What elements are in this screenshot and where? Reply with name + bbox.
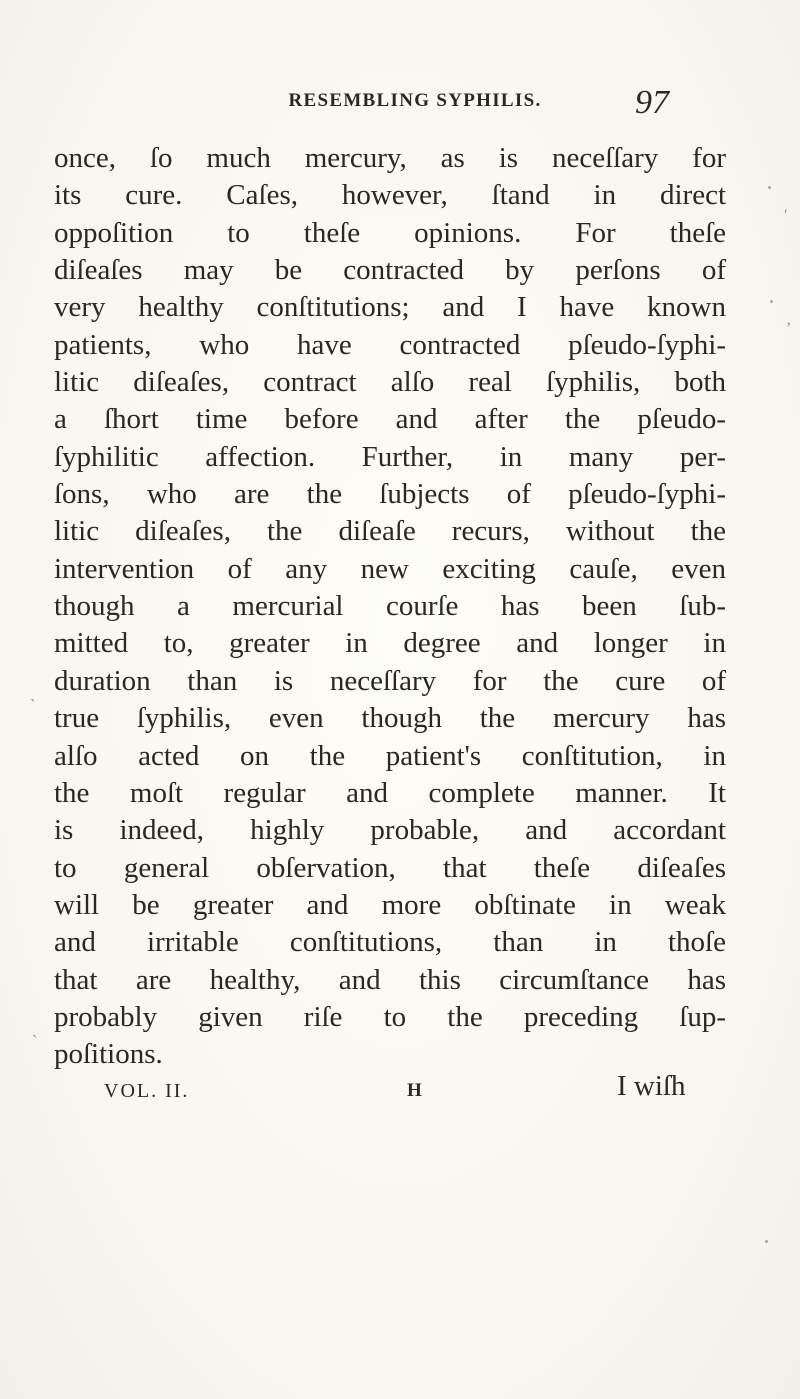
body-text	[54, 140, 726, 1074]
text-line: patients, who have contracted pſeudo-ſyphi-	[54, 328, 726, 361]
text-line: litic diſeaſes, the diſeaſe recurs, without the	[54, 515, 726, 548]
text-line: the moſt regular and complete manner. It	[54, 776, 726, 809]
margin-mark: ‚	[786, 311, 792, 328]
text-line: poſitions.	[54, 1038, 163, 1071]
text-line: intervention of any new exciting cauſe, even	[54, 552, 726, 585]
text-line: duration than is neceſſary for the cure of	[54, 664, 726, 697]
text-line: mitted to, greater in degree and longer in	[54, 627, 726, 660]
text-line: its cure. Caſes, however, ſtand in direct	[54, 179, 726, 212]
text-line: ſyphilitic affection. Further, in many per-	[54, 440, 726, 473]
text-line: very healthy conſtitutions; and I have known	[54, 291, 726, 324]
text-line: litic diſeaſes, contract alſo real ſyphilis, both	[54, 366, 726, 399]
text-line: that are healthy, and this circumſtance has	[54, 963, 726, 996]
text-line: and irritable conſtitutions, than in thoſe	[54, 926, 726, 959]
catchword: I wiſh	[617, 1070, 686, 1102]
paper-speck	[765, 1240, 768, 1243]
running-head-title: RESEMBLING SYPHILIS.	[288, 90, 542, 111]
text-line: to general obſervation, that theſe diſeaſes	[54, 851, 726, 884]
text-line: though a mercurial courſe has been ſub-	[54, 590, 726, 623]
margin-mark: ˎ	[32, 1021, 38, 1038]
text-line: a ſhort time before and after the pſeudo-	[54, 403, 726, 436]
text-line: once, ſo much mercury, as is neceſſary for	[54, 142, 726, 174]
text-line: oppoſition to theſe opinions. For theſe	[54, 216, 726, 249]
text-line: diſeaſes may be contracted by perſons of	[54, 254, 726, 287]
gathering-letter: H	[407, 1080, 422, 1101]
text-line: ſons, who are the ſubjects of pſeudo-ſyphi-	[54, 478, 726, 511]
text-line: alſo acted on the patient's conſtitution, in	[54, 739, 726, 772]
running-head	[200, 84, 740, 124]
page-number: 97	[635, 84, 669, 121]
margin-mark: ′	[784, 207, 788, 224]
text-line: probably given riſe to the preceding ſup-	[54, 1000, 726, 1033]
paper-speck	[770, 300, 773, 303]
text-line: is indeed, highly probable, and accordant	[54, 814, 726, 847]
page-footer	[54, 1070, 726, 1114]
paper-speck	[768, 186, 771, 189]
text-line: true ſyphilis, even though the mercury has	[54, 702, 726, 735]
text-line: will be greater and more obſtinate in weak	[54, 888, 726, 921]
margin-mark: ˏ	[30, 685, 36, 702]
volume-signature: VOL. II.	[104, 1080, 190, 1102]
